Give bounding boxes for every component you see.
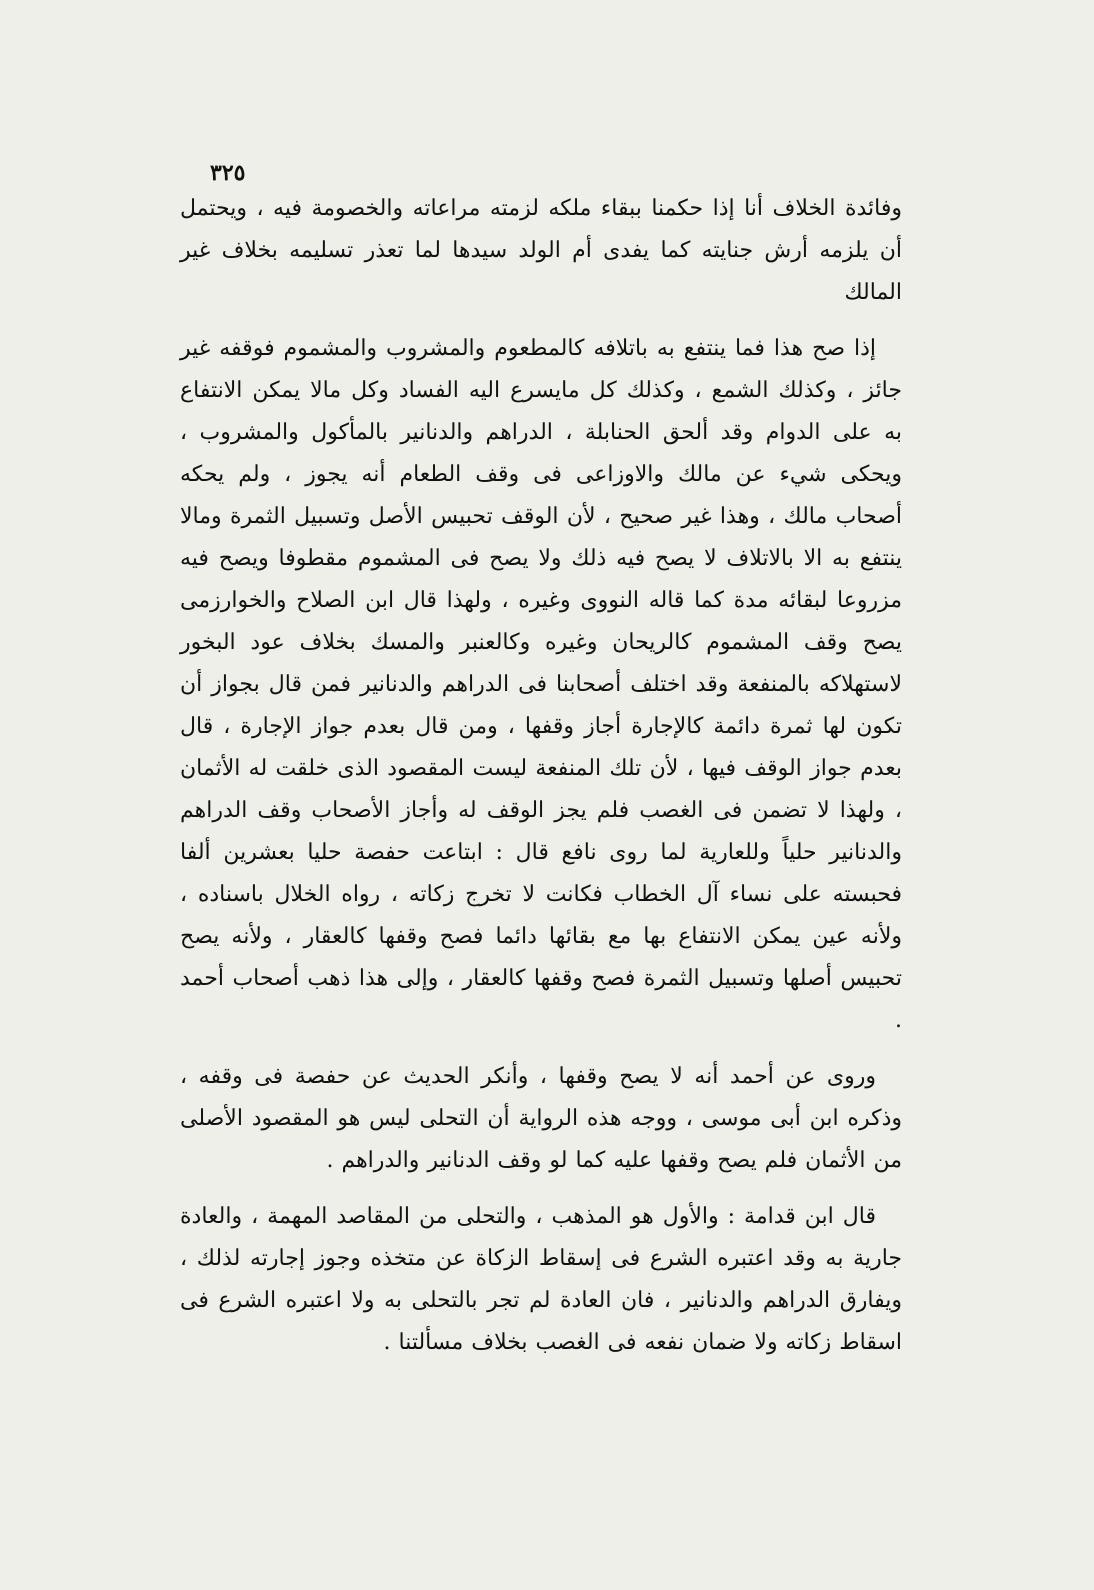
paragraph-3: وروى عن أحمد أنه لا يصح وقفها ، وأنكر الحديث عن حفصة فى وقفه ، وذكره ابن أبى موسى ، ووجه هذه الرواية أن التحلى ليس هو المقصود الأصلى من الأثمان فلم يصح وقفها عليه كما لو وقف الدنانير والدراهم . <box>180 1064 902 1173</box>
paragraph-1: وفائدة الخلاف أنا إذا حكمنا ببقاء ملكه لزمته مراعاته والخصومة فيه ، ويحتمل أن يلزمه أرش جنايته كما يفدى أم الولد سيدها لما تعذر تسليمه بخلاف غير المالك <box>180 196 902 305</box>
paragraph-2: إذا صح هذا فما ينتفع به باتلافه كالمطعوم والمشروب والمشموم فوقفه غير جائز ، وكذلك الشمع ، وكذلك كل مايسرع اليه الفساد وكل مالا يمكن الانتفاع به على الدوام وقد ألحق الحنابلة ، الدراهم والدنانير بالمأكول والمشروب ، ويحكى شيء عن مالك والاوزاعى فى وقف الطعام أنه يجوز ، ولم يحكه أصحاب مالك ، وهذا غير صحيح ، لأن الوقف تحبيس الأصل وتسبيل الثمرة ومالا ينتفع به الا بالاتلاف لا يصح فيه ذلك ولا يصح فى المشموم مقطوفا ويصح فيه مزروعا لبقائه مدة كما قاله النووى وغيره ، ولهذا قال ابن الصلاح والخوارزمى يصح وقف المشموم كالريحان وغيره وكالعنبر والمسك بخلاف عود البخور لاستهلاكه بالمنفعة وقد اختلف أصحابنا فى الدراهم والدنانير فمن قال بجواز أن تكون لها ثمرة دائمة كالإجارة أجاز وقفها ، ومن قال بعدم جواز الإجارة ، قال بعدم جواز الوقف فيها ، لأن تلك المنفعة ليست المقصود الذى خلقت له الأثمان ، ولهذا لا تضمن فى الغصب فلم يجز الوقف له وأجاز الأصحاب وقف الدراهم والدنانير حلياً وللعارية لما روى نافع قال : ابتاعت حفصة حليا بعشرين ألفا فحبسته على نساء آل الخطاب فكانت لا تخرج زكاته ، رواه الخلال باسناده ، ولأنه عين يمكن الانتفاع بها مع بقائها دائما فصح وقفها كالعقار ، ولأنه يصح تحبيس أصلها وتسبيل الثمرة فصح وقفها كالعقار ، وإلى هذا ذهب أصحاب أحمد . <box>180 336 902 1033</box>
page-body <box>180 188 902 1378</box>
page-number: ٣٢٥ <box>210 160 246 186</box>
paragraph-4: قال ابن قدامة : والأول هو المذهب ، والتحلى من المقاصد المهمة ، والعادة جارية به وقد اعتبره الشرع فى إسقاط الزكاة عن متخذه وجوز إجارته لذلك ، ويفارق الدراهم والدنانير ، فان العادة لم تجر بالتحلى به ولا اعتبره الشرع فى اسقاط زكاته ولا ضمان نفعه فى الغصب بخلاف مسألتنا . <box>180 1204 902 1355</box>
